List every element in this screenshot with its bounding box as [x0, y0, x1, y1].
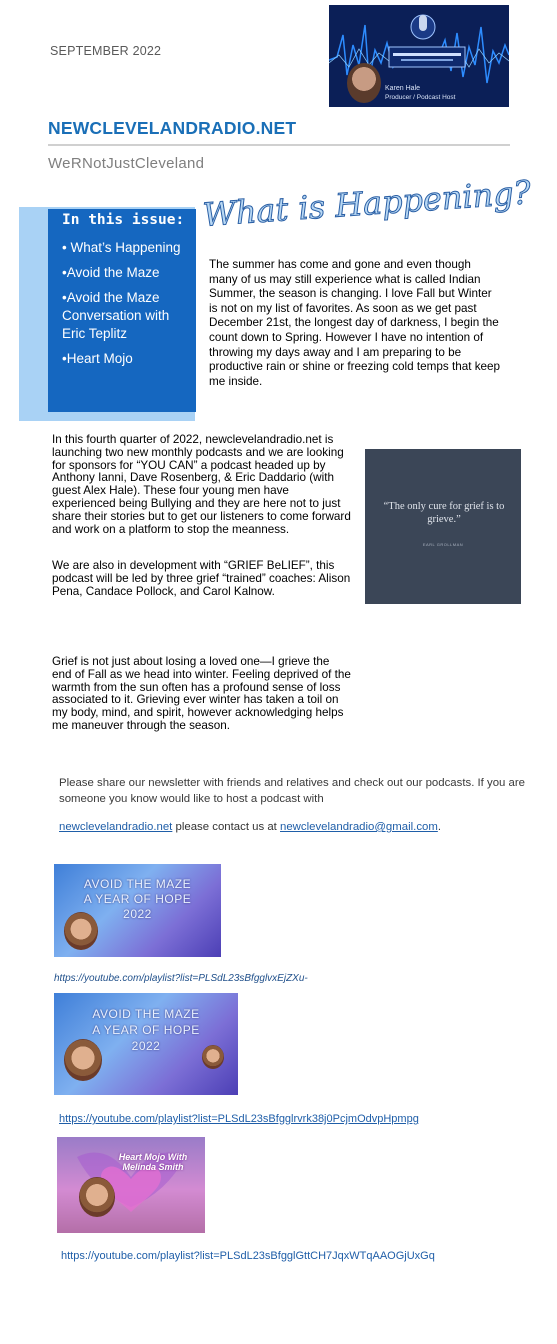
podcast-launch-paragraph: In this fourth quarter of 2022, newclevelandradio.net is launching two new monthly podcasts and we are looking for sponsors for “YOU CAN” a podcast headed up by Anthony Ianni, Dave Rosenberg, & Eric Daddario (with guest Alex Hale). These four young men have experienced being Bullying and they are here not to just share their stories but to get our listeners to come forward and work on a platform to stop the meanness. [52, 433, 351, 536]
host-photo [79, 1177, 115, 1217]
feature-intro: The summer has come and gone and even though many of us may still experience what is called Indian Summer, the season is changing. I love Fall but Winter is not on my list of favorites. As soon as we get past December 21st, the longest day of darkness, I begin the count down to Spring. However I have no intention of throwing my days away and I am preparing to be productive rain or shine or freezing cold temps that keep me inside. [209, 258, 501, 388]
heart-mojo-thumbnail[interactable] [57, 1137, 205, 1233]
email-link[interactable]: newclevelandradio@gmail.com [280, 821, 438, 833]
sidebar-item-avoid-the-maze: •Avoid the Maze [62, 265, 160, 280]
feature-title: What is Happening? [201, 173, 532, 234]
thumb-line-3: 2022 [131, 1039, 161, 1053]
host-photo [347, 63, 381, 103]
host-photo [64, 1039, 102, 1081]
thumb-line-2: A YEAR OF HOPE [92, 1023, 200, 1037]
avoid-the-maze-thumbnail[interactable] [54, 864, 221, 957]
heart-mojo-url[interactable]: https://youtube.com/playlist?list=PLSdL23sBfgglGttCH7JqxWTqAAOGjUxGq [61, 1250, 435, 1262]
heart-mojo-thumb-title: Heart Mojo With Melinda Smith [118, 1152, 188, 1172]
contact-text: please contact us at [172, 821, 281, 833]
contact-period: . [437, 821, 442, 833]
thumb-line-3: 2022 [123, 907, 152, 921]
avoid-the-maze-url[interactable]: https://youtube.com/playlist?list=PLSdL23sBfgglvxEjZXu- [54, 973, 308, 984]
in-this-issue-box [48, 209, 196, 412]
grief-season-paragraph: Grief is not just about losing a loved one—I grieve the end of Fall as we head into winter. Feeling deprived of the warmth from the sun often has a profound sense of loss associated to it. Grieving ever winter has taken a toil on my body, mind, and spirit, however acknowledging helps me maneuver through the season. [52, 655, 351, 732]
host-photo [64, 912, 98, 950]
thumb-line-1: AVOID THE MAZE [92, 1007, 200, 1021]
quote-text: “The only cure for grief is to grieve.” [383, 501, 505, 525]
thumb-line-2: A YEAR OF HOPE [83, 892, 192, 906]
sidebar-heading: In this issue: [62, 212, 185, 228]
grief-quote-image [365, 449, 521, 604]
avoid-the-maze-conversation-thumbnail[interactable] [54, 993, 238, 1095]
site-link[interactable]: newclevelandradio.net [59, 821, 173, 833]
thumb-line-1: AVOID THE MAZE [83, 877, 192, 891]
sidebar-item-avoid-the-maze-conversation: •Avoid the Maze Conversation with Eric Teplitz [62, 290, 170, 341]
grief-belief-paragraph: We are also in development with “GRIEF BeLIEF”, this podcast will be led by three grief “trained” coaches: Alison Pena, Candace Pollock, and Carol Kalnow. [52, 559, 351, 598]
conversation-url[interactable]: https://youtube.com/playlist?list=PLSdL23sBfgglrvrk38j0PcjmOdvpHpmpg [59, 1113, 419, 1125]
banner-caption-name: Karen Hale [385, 85, 421, 92]
guest-photo [202, 1045, 224, 1069]
contact-line [59, 821, 441, 833]
tagline: WeRNotJustCleveland [48, 155, 205, 172]
banner-caption-role: Producer / Podcast Host [385, 94, 456, 101]
site-title: NEWCLEVELANDRADIO.NET [48, 118, 297, 138]
sidebar-item-whats-happening: • What’s Happening [62, 240, 181, 255]
quote-author: EARL GROLLMAN [422, 542, 464, 547]
share-newsletter-text: Please share our newsletter with friends and relatives and check out our podcasts. If you are someone you know would like to host a podcast with [59, 777, 526, 805]
issue-date: SEPTEMBER 2022 [50, 44, 162, 58]
sidebar-item-heart-mojo: •Heart Mojo [62, 351, 133, 366]
radio-banner-image [329, 5, 509, 107]
title-divider [48, 144, 510, 146]
